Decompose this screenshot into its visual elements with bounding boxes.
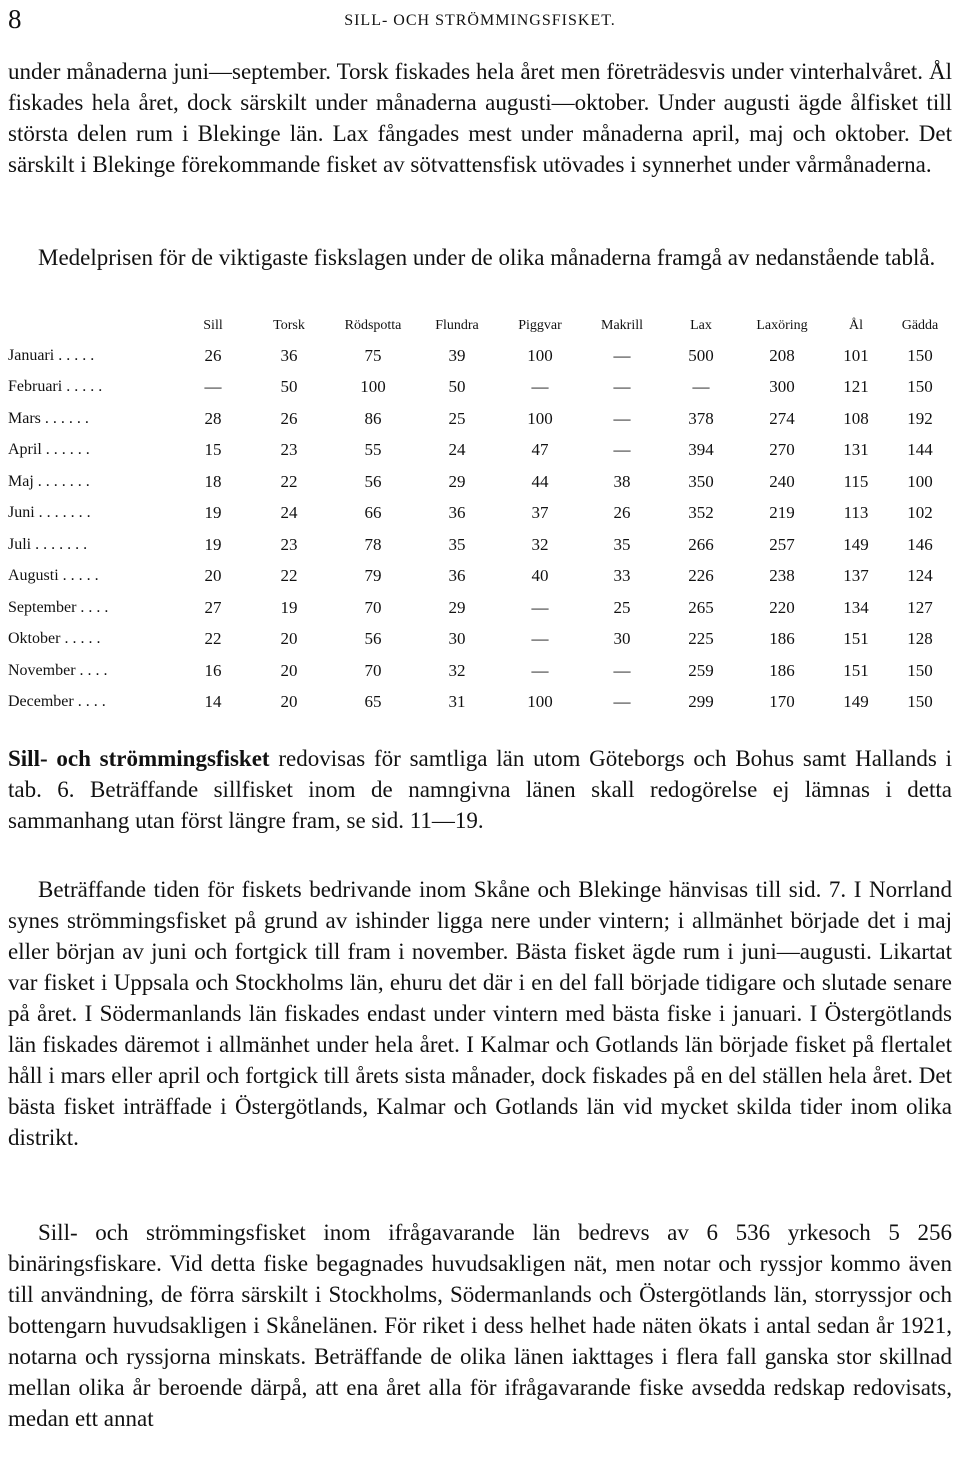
price-cell: 186 — [769, 629, 795, 649]
price-cell: 137 — [843, 566, 869, 586]
price-cell: 100 — [527, 408, 553, 428]
price-cell: 19 — [204, 503, 222, 523]
month-label: Augusti — [8, 567, 59, 585]
price-cell: 128 — [907, 629, 933, 649]
table-row — [8, 340, 952, 372]
price-cell: 151 — [843, 660, 869, 680]
price-cell: 270 — [769, 440, 795, 460]
price-cell: 101 — [843, 345, 869, 365]
price-cell: 86 — [364, 408, 382, 428]
month-cell — [8, 655, 178, 687]
table-row — [8, 529, 952, 561]
price-cell: 149 — [843, 534, 869, 554]
price-table-body — [8, 340, 952, 718]
price-cell: 24 — [280, 503, 298, 523]
price-cell: 208 — [769, 345, 795, 365]
table-row — [8, 592, 952, 624]
price-cell: 37 — [531, 503, 549, 523]
price-cell: 66 — [364, 503, 382, 523]
price-cell: 394 — [688, 440, 714, 460]
price-cell: — — [531, 597, 549, 617]
month-cell — [8, 592, 178, 624]
price-cell: — — [531, 377, 549, 397]
price-cell: 150 — [907, 660, 933, 680]
paragraph-text: redovisas för samtliga län utom Göteborgs och Bohus samt Hallands i tab. 6. Beträffande sillfisket inom de namngivna länen skall redogörelse ej lämnas i detta sammanhang utan först längre fram, se sid. 11—19. — [8, 746, 952, 833]
month-label: Maj — [8, 472, 34, 490]
price-cell: 30 — [448, 629, 466, 649]
price-cell: 29 — [448, 597, 466, 617]
column-header: Ål — [849, 318, 863, 333]
month-cell — [8, 687, 178, 719]
price-cell: — — [613, 440, 631, 460]
leader-dots: ...... — [44, 409, 93, 427]
price-cell: 108 — [843, 408, 869, 428]
leader-dots: ...... — [45, 441, 94, 459]
price-cell: — — [613, 345, 631, 365]
month-label: Oktober — [8, 630, 61, 648]
price-cell: 150 — [907, 377, 933, 397]
price-cell: 47 — [531, 440, 549, 460]
price-cell: 274 — [769, 408, 795, 428]
price-cell: 22 — [204, 629, 222, 649]
column-header: Piggvar — [518, 318, 562, 333]
column-header: Makrill — [601, 318, 643, 333]
price-cell: 220 — [769, 597, 795, 617]
paragraph-fishing-seasons: under månaderna juni—september. Torsk fiskades hela året men företrädesvis under vinterhalvåret. Ål fiskades hela året, dock särskilt under månaderna augusti—oktober. Under augusti ägde ålfisket till största delen rum i Blekinge län. Lax fångades mest under månaderna april, maj och oktober. Det särskilt i Blekinge förekommande fisket av sötvattensfisk utövades i synnerhet under vårmånaderna. — [8, 59, 952, 177]
price-cell: 36 — [280, 345, 298, 365]
month-label: Februari — [8, 378, 63, 396]
price-cell: 70 — [364, 597, 382, 617]
price-table — [8, 312, 952, 718]
paragraph-herring-reporting — [8, 743, 952, 836]
price-cell: 24 — [448, 440, 466, 460]
price-cell: 65 — [364, 692, 382, 712]
price-cell: 20 — [204, 566, 222, 586]
column-header: Sill — [203, 318, 223, 333]
price-cell: 131 — [843, 440, 869, 460]
price-cell: 151 — [843, 629, 869, 649]
month-label: Januari — [8, 346, 55, 364]
price-cell: 259 — [688, 660, 714, 680]
price-cell: 100 — [360, 377, 386, 397]
month-cell — [8, 529, 178, 561]
page-header — [0, 4, 960, 34]
price-cell: 149 — [843, 692, 869, 712]
price-cell: 38 — [613, 471, 631, 491]
column-header: Flundra — [435, 318, 479, 333]
leader-dots: .... — [77, 693, 110, 711]
running-title: SILL- OCH STRÖMMINGSFISKET. — [344, 12, 616, 29]
price-cell: 115 — [843, 471, 869, 491]
price-cell: 146 — [907, 534, 933, 554]
column-header: Torsk — [273, 318, 305, 333]
month-label: November — [8, 661, 76, 679]
price-cell: 265 — [688, 597, 714, 617]
month-label: April — [8, 441, 42, 459]
price-cell: 33 — [613, 566, 631, 586]
price-cell: 79 — [364, 566, 382, 586]
month-cell — [8, 340, 178, 372]
price-cell: 78 — [364, 534, 382, 554]
price-cell: 50 — [280, 377, 298, 397]
column-header: Lax — [690, 318, 712, 333]
month-cell — [8, 561, 178, 593]
price-cell: 238 — [769, 566, 795, 586]
price-cell: 14 — [204, 692, 222, 712]
price-cell: 30 — [613, 629, 631, 649]
price-cell: 192 — [907, 408, 933, 428]
price-cell: 28 — [204, 408, 222, 428]
table-row — [8, 403, 952, 435]
price-cell: 100 — [907, 471, 933, 491]
price-cell: 124 — [907, 566, 933, 586]
price-cell: 219 — [769, 503, 795, 523]
month-label: Juni — [8, 504, 35, 522]
price-cell: 299 — [688, 692, 714, 712]
table-row — [8, 687, 952, 719]
price-cell: 144 — [907, 440, 933, 460]
table-row — [8, 498, 952, 530]
paragraph-fishers-gear: Sill- och strömmingsfisket inom ifrågavarande län bedrevs av 6 536 yrkesoch 5 256 binäringsfiskare. Vid detta fiske begagnades huvudsakligen nät, men notar och ryssjor kommo även till användning, de förra särskilt i Stockholms, Södermanlands och Östergötlands län, storryssjor och bottengarn huvudsakligen i Skånelänen. För riket i dess helhet hade näten ökats i antal sedan år 1921, notarna och ryssjorna minskats. Beträffande de olika länen iakttages i flera fall ganska stor skillnad mellan olika år beroende därpå, att ena året alla för ifrågavarande fiske avsedda redskap redovisats, medan ett annat — [8, 1220, 952, 1431]
price-cell: 225 — [688, 629, 714, 649]
price-cell: 300 — [769, 377, 795, 397]
price-cell: — — [692, 377, 710, 397]
month-label: Juli — [8, 535, 32, 553]
price-cell: 26 — [613, 503, 631, 523]
price-cell: 31 — [448, 692, 466, 712]
price-cell: 100 — [527, 692, 553, 712]
price-cell: 25 — [613, 597, 631, 617]
price-cell: — — [204, 377, 222, 397]
column-header: Rödspotta — [344, 318, 402, 333]
price-cell: 35 — [448, 534, 466, 554]
month-cell — [8, 403, 178, 435]
price-cell: 50 — [448, 377, 466, 397]
corner-cell — [8, 312, 178, 340]
leader-dots: ..... — [62, 567, 103, 585]
price-cell: 150 — [907, 692, 933, 712]
price-cell: 19 — [204, 534, 222, 554]
price-cell: 23 — [280, 534, 298, 554]
price-cell: 32 — [448, 660, 466, 680]
price-cell: 26 — [280, 408, 298, 428]
price-cell: 15 — [204, 440, 222, 460]
price-cell: 121 — [843, 377, 869, 397]
month-label: December — [8, 693, 74, 711]
price-cell: — — [613, 377, 631, 397]
leader-dots: ..... — [66, 378, 107, 396]
price-cell: 18 — [204, 471, 222, 491]
month-cell — [8, 498, 178, 530]
paragraph-price-intro: Medelprisen för de viktigaste fiskslagen under de olika månaderna framgå av nedanstående tablå. — [38, 245, 936, 270]
price-cell: 29 — [448, 471, 466, 491]
price-cell: 22 — [280, 566, 298, 586]
price-cell: 127 — [907, 597, 933, 617]
month-cell — [8, 372, 178, 404]
price-cell: 44 — [531, 471, 549, 491]
price-cell: 27 — [204, 597, 222, 617]
column-header: Laxöring — [756, 318, 808, 333]
price-cell: 20 — [280, 660, 298, 680]
leader-dots: .... — [80, 598, 113, 616]
column-header: Gädda — [901, 318, 939, 333]
price-cell: 352 — [688, 503, 714, 523]
price-cell: 100 — [527, 345, 553, 365]
price-cell: 16 — [204, 660, 222, 680]
table-row — [8, 624, 952, 656]
price-cell: 500 — [688, 345, 714, 365]
month-cell — [8, 435, 178, 467]
price-cell: — — [613, 660, 631, 680]
price-cell: 36 — [448, 503, 466, 523]
price-cell: — — [531, 660, 549, 680]
price-cell: 39 — [448, 345, 466, 365]
price-cell: 35 — [613, 534, 631, 554]
price-cell: 25 — [448, 408, 466, 428]
table-row — [8, 435, 952, 467]
price-cell: 134 — [843, 597, 869, 617]
leader-dots: ..... — [58, 346, 99, 364]
price-cell: 350 — [688, 471, 714, 491]
table-row — [8, 655, 952, 687]
price-cell: 22 — [280, 471, 298, 491]
price-cell: 226 — [688, 566, 714, 586]
price-cell: 378 — [688, 408, 714, 428]
price-cell: 56 — [364, 629, 382, 649]
price-cell: 150 — [907, 345, 933, 365]
price-cell: — — [613, 692, 631, 712]
leader-dots: ....... — [37, 472, 94, 490]
price-cell: 113 — [843, 503, 869, 523]
price-cell: 19 — [280, 597, 298, 617]
price-cell: — — [531, 629, 549, 649]
month-cell — [8, 466, 178, 498]
price-cell: 20 — [280, 629, 298, 649]
price-cell: 266 — [688, 534, 714, 554]
leader-dots: ..... — [64, 630, 105, 648]
price-cell: 70 — [364, 660, 382, 680]
table-row — [8, 372, 952, 404]
table-row — [8, 466, 952, 498]
price-cell: 186 — [769, 660, 795, 680]
leader-dots: ....... — [35, 535, 92, 553]
price-cell: 32 — [531, 534, 549, 554]
price-cell: 102 — [907, 503, 933, 523]
page-number: 8 — [8, 4, 22, 34]
price-cell: 40 — [531, 566, 549, 586]
price-cell: 75 — [364, 345, 382, 365]
price-cell: 23 — [280, 440, 298, 460]
paragraph-regional-seasons: Beträffande tiden för fiskets bedrivande inom Skåne och Blekinge hänvisas till sid. 7. I Norrland synes strömmingsfisket på grund av ishinder ligga nere under vintern; i allmänhet började det i maj eller början av juni och fortgick till fram i november. Bästa fisket ägde rum i juni—augusti. Likartat var fisket i Uppsala och Stockholms län, ehuru det där i en del fall började tidigare och slutade senare på året. I Södermanlands län fiskades endast under vintern med bästa fiske i januari. I Östergötlands län fiskades däremot i allmänhet under hela året. I Kalmar och Gotlands län började fisket på flertalet håll i mars eller april och fortgick till årets sista månader, dock fiskades på en del ställen hela året. Det bästa fisket inträffade i Östergötlands, Kalmar och Gotlands län vid mycket skilda tider inom olika distrikt. — [8, 877, 952, 1150]
leader-dots: ....... — [38, 504, 95, 522]
leader-dots: .... — [79, 661, 112, 679]
paragraph-lead: Sill- och strömmingsfisket — [8, 746, 270, 771]
month-cell — [8, 624, 178, 656]
price-table-header — [8, 312, 952, 340]
price-cell: — — [613, 408, 631, 428]
price-cell: 170 — [769, 692, 795, 712]
price-cell: 240 — [769, 471, 795, 491]
month-label: Mars — [8, 409, 41, 427]
month-label: September — [8, 598, 77, 616]
price-cell: 26 — [204, 345, 222, 365]
price-cell: 56 — [364, 471, 382, 491]
price-cell: 257 — [769, 534, 795, 554]
price-cell: 36 — [448, 566, 466, 586]
price-cell: 55 — [364, 440, 382, 460]
table-row — [8, 561, 952, 593]
price-cell: 20 — [280, 692, 298, 712]
